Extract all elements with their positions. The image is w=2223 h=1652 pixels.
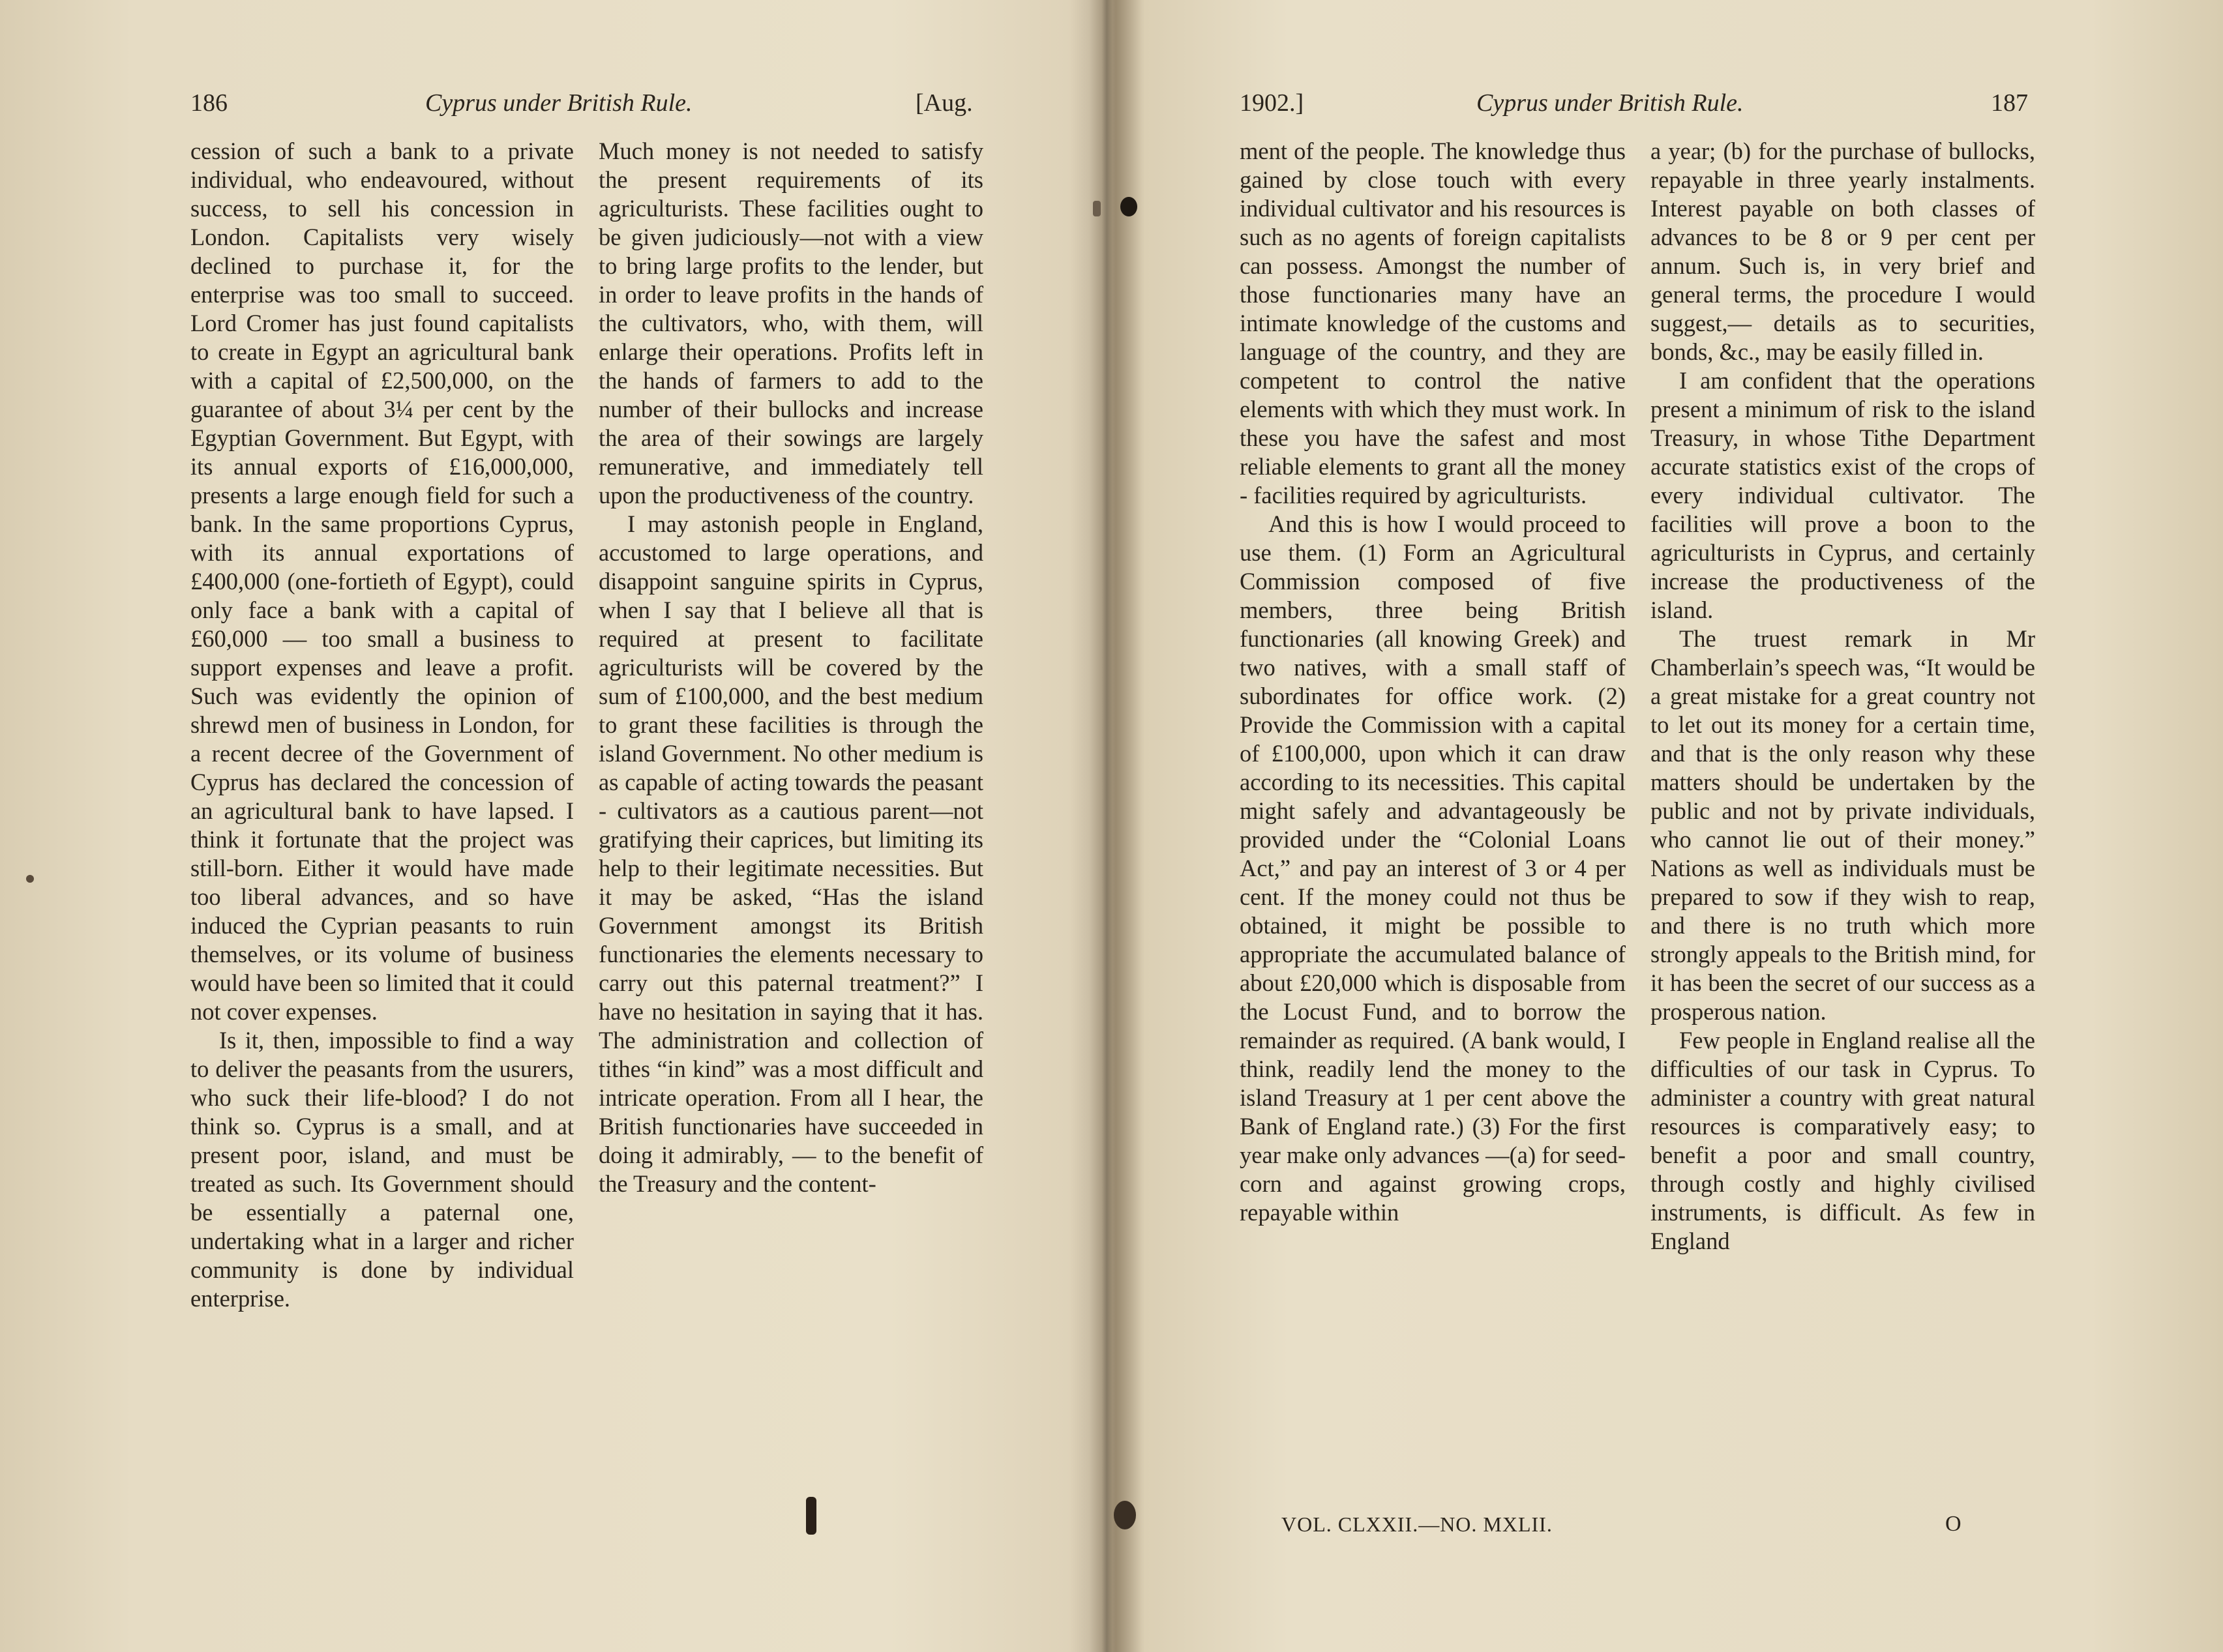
left-running-head (0, 83, 1109, 123)
paragraph: ment of the people. The knowledge thus gained by close touch with every individual cultivator and his resources is such as no agents of foreign capitalists can possess. Amongst the number of those functionaries many have an intimate knowledge of the customs and language of the country, and they are competent to control the native elements with which they must work. In these you have the safest and most reliable elements to grant all the money - facilities required by agriculturists. (1240, 138, 1626, 509)
right-page (1114, 0, 2223, 1652)
right-column-1 (1240, 137, 1626, 1227)
paragraph: And this is how I would proceed to use them. (1) Form an Agricultural Commission composed of five members, three being British functionaries (all knowing Greek) and two natives, with a small staff of subordinates for office work. (2) Provide the Commission with a capital of £100,000, upon which it can draw according to its necessities. This capital might safely and advantageously be provided under the “Colonial Loans Act,” and pay an interest of 3 or 4 per cent. If the money could not thus be obtained, it might be possible to appropriate the accumulated balance of about £20,000 which is disposable from the Locust Fund, and to borrow the remainder as required. (A bank would, I think, readily lend the money to the island Treasury at 1 per cent above the Bank of England rate.) (3) For the first year make only advances —(a) for seed-corn and against growing crops, repayable within (1240, 510, 1626, 1226)
paragraph: Is it, then, impossible to find a way to deliver the peasants from the usurers, who suck their life-blood? I do not think so. Cyprus is a small, and at present poor, island, and must be treated as such. Its Government should be essentially a paternal one, undertaking what in a larger and richer community is done by individual enterprise. (190, 1027, 574, 1312)
paragraph: The truest remark in Mr Chamberlain’s speech was, “It would be a great mistake for a great country not to let out its money for a certain time, and that is the only reason why these matters should be undertaken by the public and not by private individuals, who cannot lie out of their money.” Nations as well as individuals must be prepared to sow if they wish to reap, and there is no truth which more strongly appeals to the British mind, for it has been the secret of our success as a prosperous nation. (1650, 625, 2035, 1025)
page-number: 187 (1991, 89, 2028, 117)
running-title: Cyprus under British Rule. (425, 89, 693, 117)
left-column-1 (190, 137, 574, 1313)
page-number: 186 (190, 89, 228, 117)
paragraph: I may astonish people in England, accustomed to large operations, and disappoint sanguine spirits in Cyprus, when I say that I believe all that is required at present to facilitate agriculturists will be covered by the sum of £100,000, and the best medium to grant these facilities is through the island Government. No other medium is as capable of acting towards the peasant - cultivators as a cautious parent—not gratifying their caprices, but limiting its help to their legitimate necessities. But it may be asked, “Has the island Government amongst its British functionaries the elements necessary to carry out this paternal treatment?” I have no hesitation in saying that it has. The administration and collection of tithes “in kind” was a most difficult and intricate operation. From all I hear, the British functionaries have succeeded in doing it admirably, — to the benefit of the Treasury and the content- (599, 510, 983, 1197)
volume-signature: VOL. CLXXII.—NO. MXLII. (1281, 1512, 1553, 1536)
running-title: Cyprus under British Rule. (1476, 89, 1744, 117)
stitch-mark (1120, 197, 1137, 216)
left-column-2 (599, 137, 983, 1198)
running-date: [Aug. (916, 89, 973, 117)
paragraph: Few people in England realise all the difficulties of our task in Cyprus. To administer a country with great natural resources is comparatively easy; to benefit a poor and small country, through costly and highly civilised instruments, is difficult. As few in England (1650, 1027, 2035, 1254)
stitch-mark (806, 1497, 816, 1535)
right-column-2 (1650, 137, 2035, 1256)
paragraph: Much money is not needed to satisfy the present requirements of its agriculturists. These facilities ought to be given judiciously—not with a view to bring large profits to the lender, but in order to leave profits in the hands of the cultivators, who, with them, will enlarge their operations. Profits left in the hands of farmers to add to the number of their bullocks and increase the area of their sowings are largely remunerative, and immediately tell upon the productiveness of the country. (599, 138, 983, 509)
paragraph: cession of such a bank to a private individual, who endeavoured, without success, to sell his concession in London. Capitalists very wisely declined to purchase it, for the enterprise was too small to succeed. Lord Cromer has just found capitalists to create in Egypt an agricultural bank with a capital of £2,500,000, on the guarantee of about 3¼ per cent by the Egyptian Government. But Egypt, with its annual exports of £16,000,000, presents a large enough field for such a bank. In the same proportions Cyprus, with its annual exportations of £400,000 (one-fortieth of Egypt), could only face a bank with a capital of £60,000 — too small a business to support expenses and leave a profit. Such was evidently the opinion of shrewd men of business in London, for a recent decree of the Government of Cyprus has declared the concession of an agricultural bank to have lapsed. I think it fortunate that the project was still-born. Either it would have made too liberal advances, and so have induced the Cyprian peasants to ruin themselves, or its volume of business would have been so limited that it could not cover expenses. (190, 138, 574, 1025)
right-running-head (1114, 83, 2223, 123)
stitch-mark (1114, 1501, 1136, 1529)
paragraph: a year; (b) for the purchase of bullocks, repayable in three yearly instalments. Interest payable on both classes of advances to be 8 or 9 per cent per annum. Such is, in very brief and general terms, the procedure I would suggest,— details as to securities, bonds, &c., may be easily filled in. (1650, 138, 2035, 365)
running-date: 1902.] (1240, 89, 1304, 117)
stitch-mark (1093, 201, 1101, 216)
left-page (0, 0, 1109, 1652)
signature-mark: O (1945, 1512, 1962, 1536)
paragraph: I am confident that the operations present a minimum of risk to the island Treasury, in whose Tithe Department accurate statistics exist of the crops of every individual cultivator. The facilities will prove a boon to the agriculturists in Cyprus, and certainly increase the productiveness of the island. (1650, 367, 2035, 623)
ink-spot (26, 875, 34, 883)
